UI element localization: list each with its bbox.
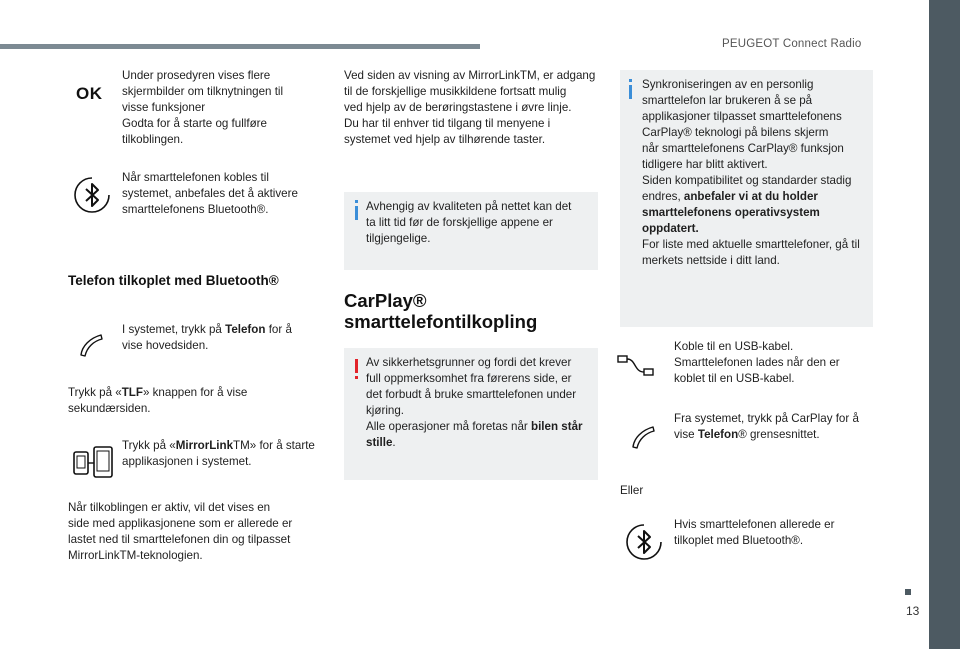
- mirrorlink-paragraph: Trykk på «MirrorLinkTM» for å starte applikasjonen i systemet.: [122, 439, 315, 468]
- info-icon: [355, 200, 358, 203]
- header-rule: [0, 44, 480, 49]
- continue-mark: [905, 589, 911, 595]
- bluetooth-paragraph: Når smarttelefonen kobles til systemet, anbefales det å aktivere smarttelefonens Bluetooth®.: [122, 171, 298, 216]
- ok-paragraph: Under prosedyren vises flere skjermbilder om tilknytningen til visse funksjoner Godta for å starte og fullføre tilkoblingen.: [122, 69, 284, 146]
- ok-icon: OK: [76, 84, 103, 103]
- info-icon-bar: [629, 85, 632, 99]
- mirrorlink-icon: [72, 444, 114, 480]
- carplay-telefon-paragraph: Fra systemet, trykk på CarPlay for å vise Telefon® grensesnittet.: [674, 412, 859, 441]
- warning-icon: [355, 376, 358, 379]
- tlf-paragraph: Trykk på «TLF» knappen for å vise sekundærsiden.: [68, 386, 248, 415]
- right-sidebar-band: [929, 0, 960, 649]
- eller-text: Eller: [620, 484, 644, 497]
- phone-icon: [630, 424, 656, 450]
- info-icon-bar: [355, 206, 358, 220]
- usb-cable-icon: [616, 350, 656, 378]
- phone-icon: [78, 332, 104, 358]
- mirrorlink-intro-paragraph: Ved siden av visning av MirrorLinkTM, er adgang til de forskjellige musikkildene fortsatt mulig ved hjelp av de berøringstastene i øvre linje. Du har til enhver tid tilgang til menyene i systemet ved hjelp av tilhørende taster.: [344, 69, 596, 146]
- bluetooth-icon: [72, 175, 112, 215]
- connection-active-paragraph: Når tilkoblingen er aktiv, vil det vises en side med applikasjonene som er allerede er lastet ned til smarttelefonen din og tilpasset MirrorLinkTM-teknologien.: [68, 501, 293, 562]
- phone-paragraph: I systemet, trykk på Telefon for å vise hovedsiden.: [122, 323, 292, 352]
- info-network-paragraph: Avhengig av kvaliteten på nettet kan det ta litt tid før de forskjellige appene er tilgjengelige.: [366, 200, 572, 245]
- bluetooth-connected-paragraph: Hvis smarttelefonen allerede er tilkoplet med Bluetooth®.: [674, 518, 835, 547]
- usb-paragraph: Koble til en USB-kabel. Smarttelefonen lades når den er koblet til en USB-kabel.: [674, 340, 840, 385]
- page-number: 13: [906, 604, 920, 618]
- warning-safety-paragraph: Av sikkerhetsgrunner og fordi det krever full oppmerksomhet fra førerens side, er det forbudt å bruke smarttelefonen under kjøring. Alle operasjoner må foretas når bilen står stille.: [366, 356, 583, 449]
- warning-icon-bar: [355, 359, 358, 373]
- info-icon: [629, 79, 632, 82]
- section-heading-bluetooth: Telefon tilkoplet med Bluetooth®: [68, 273, 279, 288]
- info-carplay-paragraph: Synkroniseringen av en personlig smarttelefon lar brukeren å se på applikasjoner tilpasset smarttelefonens CarPlay® teknologi på bilens skjerm når smarttelefonens CarPlay® funksjon tidligere har blitt aktivert. Siden kompatibilitet og standarder stadig endres, anbefaler vi at du holder smarttelefonens operativsystem oppdatert. For liste med aktuelle smarttelefoner, gå til merkets nettside i ditt land.: [642, 78, 860, 267]
- bluetooth-icon: [624, 522, 664, 562]
- section-heading-carplay: CarPlay® smarttelefontilkopling: [344, 290, 538, 332]
- header-brand: PEUGEOT Connect Radio: [722, 38, 862, 50]
